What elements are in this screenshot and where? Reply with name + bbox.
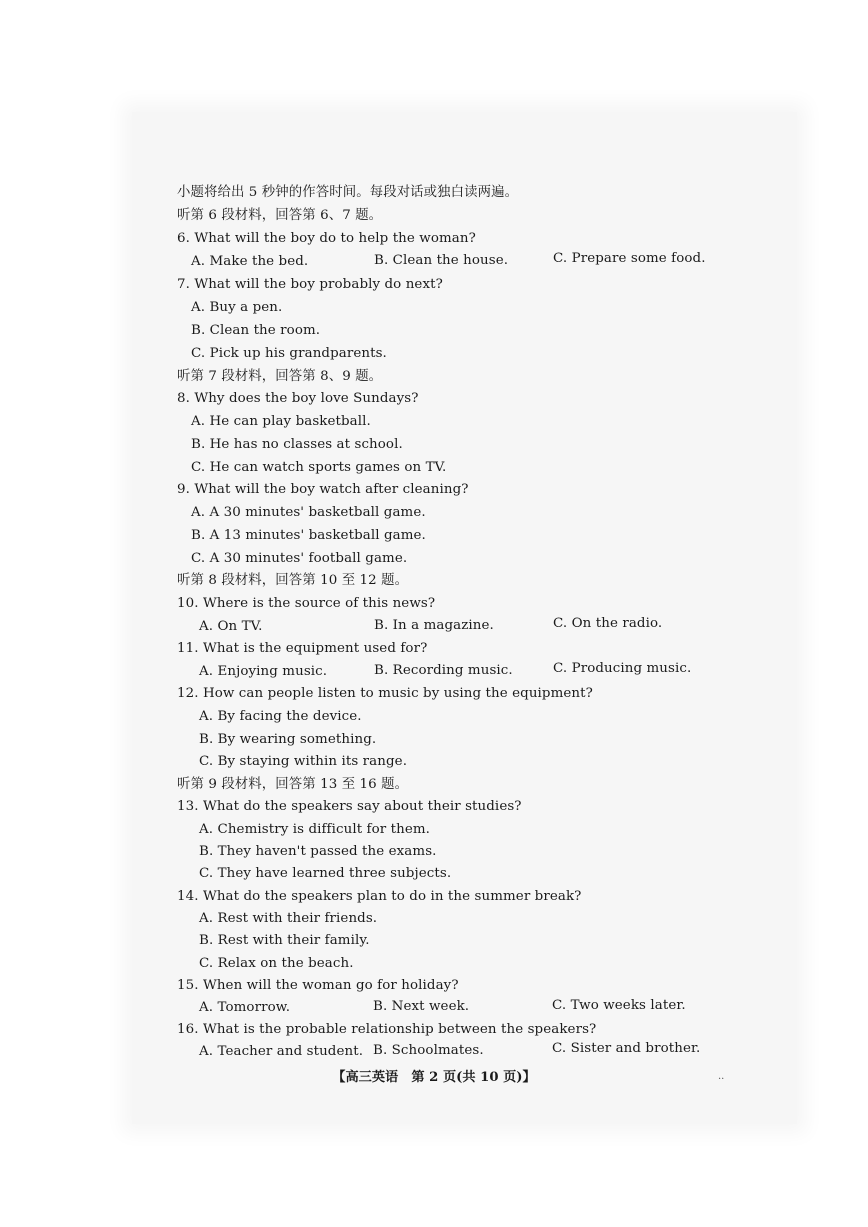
- question-13-option-a: A. Chemistry is difficult for them.: [199, 822, 430, 837]
- question-8-option-b: B. He has no classes at school.: [191, 437, 403, 452]
- question-6: 6. What will the boy do to help the woman?: [177, 231, 476, 246]
- question-7-option-a: A. Buy a pen.: [191, 300, 283, 315]
- question-6-option-b: B. Clean the house.: [374, 253, 509, 268]
- question-11: 11. What is the equipment used for?: [177, 641, 428, 656]
- question-12: 12. How can people listen to music by using the equipment?: [177, 686, 593, 701]
- question-15-option-a: A. Tomorrow.: [199, 1000, 291, 1015]
- section-header-9: 听第 9 段材料，回答第 13 至 16 题。: [177, 777, 409, 792]
- question-14-option-c: C. Relax on the beach.: [199, 956, 354, 971]
- question-12-option-b: B. By wearing something.: [199, 732, 377, 747]
- question-10-option-a: A. On TV.: [199, 619, 263, 634]
- section-header-8: 听第 8 段材料，回答第 10 至 12 题。: [177, 573, 409, 588]
- question-6-option-c: C. Prepare some food.: [553, 251, 706, 266]
- question-13: 13. What do the speakers say about their studies?: [177, 799, 522, 814]
- question-16: 16. What is the probable relationship between the speakers?: [177, 1022, 597, 1037]
- question-16-option-b: B. Schoolmates.: [373, 1043, 484, 1058]
- question-7-option-b: B. Clean the room.: [191, 323, 321, 338]
- question-8-option-c: C. He can watch sports games on TV.: [191, 460, 447, 475]
- question-10-option-b: B. In a magazine.: [374, 618, 494, 633]
- question-7-option-c: C. Pick up his grandparents.: [191, 346, 387, 361]
- page-footer: 【高三英语 第 2 页(共 10 页)】: [332, 1070, 536, 1085]
- question-16-option-a: A. Teacher and student.: [199, 1044, 364, 1059]
- question-14-option-a: A. Rest with their friends.: [199, 911, 378, 926]
- question-13-option-c: C. They have learned three subjects.: [199, 866, 452, 881]
- question-15-option-c: C. Two weeks later.: [552, 998, 686, 1013]
- question-9-option-c: C. A 30 minutes' football game.: [191, 551, 408, 566]
- question-15: 15. When will the woman go for holiday?: [177, 978, 459, 993]
- question-12-option-c: C. By staying within its range.: [199, 754, 408, 769]
- question-11-option-c: C. Producing music.: [553, 661, 692, 676]
- question-10-option-c: C. On the radio.: [553, 616, 663, 631]
- instruction-text: 小题将给出 5 秒钟的作答时间。每段对话或独白读两遍。: [177, 185, 519, 200]
- question-10: 10. Where is the source of this news?: [177, 596, 436, 611]
- question-15-option-b: B. Next week.: [373, 999, 470, 1014]
- question-13-option-b: B. They haven't passed the exams.: [199, 844, 437, 859]
- question-11-option-a: A. Enjoying music.: [199, 664, 328, 679]
- question-6-option-a: A. Make the bed.: [191, 254, 309, 269]
- question-16-option-c: C. Sister and brother.: [552, 1041, 701, 1056]
- section-header-6: 听第 6 段材料，回答第 6、7 题。: [177, 208, 383, 223]
- question-9-option-a: A. A 30 minutes' basketball game.: [191, 505, 426, 520]
- question-7: 7. What will the boy probably do next?: [177, 277, 443, 292]
- question-9-option-b: B. A 13 minutes' basketball game.: [191, 528, 426, 543]
- corner-mark: ..: [718, 1071, 725, 1082]
- question-12-option-a: A. By facing the device.: [199, 709, 362, 724]
- question-14-option-b: B. Rest with their family.: [199, 933, 370, 948]
- section-header-7: 听第 7 段材料，回答第 8、9 题。: [177, 369, 383, 384]
- question-14: 14. What do the speakers plan to do in the summer break?: [177, 889, 582, 904]
- question-9: 9. What will the boy watch after cleaning?: [177, 482, 469, 497]
- question-11-option-b: B. Recording music.: [374, 663, 513, 678]
- question-8: 8. Why does the boy love Sundays?: [177, 391, 419, 406]
- question-8-option-a: A. He can play basketball.: [191, 414, 371, 429]
